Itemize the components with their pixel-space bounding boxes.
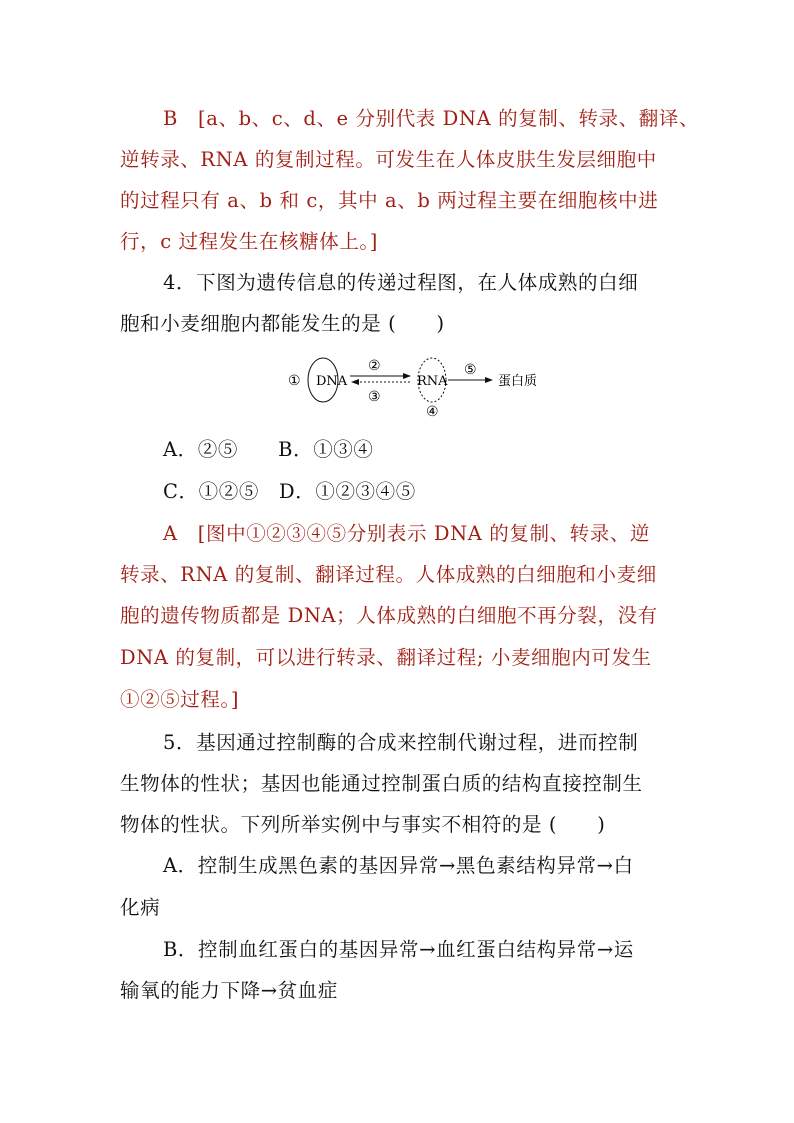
question5-option-a-line1: A．控制生成黑色素的基因异常→黑色素结构异常→白 <box>163 854 634 877</box>
question4-options-ab: A．②⑤ B．①③④ <box>163 438 374 461</box>
label-3: ③ <box>368 389 381 405</box>
question5-option-a-line2: 化病 <box>120 896 161 919</box>
genetic-flow-diagram <box>280 352 550 422</box>
question4-line2: 胞和小麦细胞内都能发生的是 ( ) <box>120 312 445 335</box>
label-2: ② <box>368 358 381 374</box>
answer3-line2: 逆转录、RNA 的复制过程。可发生在人体皮肤生发层细胞中 <box>120 148 657 171</box>
question4-options-cd: C．①②⑤ D．①②③④⑤ <box>163 480 416 503</box>
protein-label: 蛋白质 <box>498 374 538 389</box>
answer3-line3: 的过程只有 a、b 和 c，其中 a、b 两过程主要在细胞核中进 <box>120 189 659 212</box>
question5-option-b-line1: B．控制血红蛋白的基因异常→血红蛋白结构异常→运 <box>163 938 634 961</box>
question5-line3: 物体的性状。下列所举实例中与事实不相符的是 ( ) <box>120 813 606 836</box>
question4-line1: 4．下图为遗传信息的传递过程图，在人体成熟的白细 <box>163 271 639 294</box>
answer3-line1: B [a、b、c、d、e 分别代表 DNA 的复制、转录、翻译、 <box>163 107 700 130</box>
answer4-line4: DNA 的复制，可以进行转录、翻译过程; 小麦细胞内可发生 <box>120 646 652 669</box>
question5-line1: 5．基因通过控制酶的合成来控制代谢过程，进而控制 <box>163 731 639 754</box>
label-4: ④ <box>426 404 439 420</box>
dna-label: DNA <box>316 374 348 389</box>
answer4-line2: 转录、RNA 的复制、翻译过程。人体成熟的白细胞和小麦细 <box>120 563 657 586</box>
answer4-line3: 胞的遗传物质都是 DNA；人体成熟的白细胞不再分裂，没有 <box>120 604 658 627</box>
answer4-line1: A [图中①②③④⑤分别表示 DNA 的复制、转录、逆 <box>163 522 651 545</box>
label-1: ① <box>288 373 301 389</box>
question5-line2: 生物体的性状；基因也能通过控制蛋白质的结构直接控制生 <box>120 772 643 795</box>
question5-option-b-line2: 输氧的能力下降→贫血症 <box>120 979 338 1002</box>
answer3-line4: 行，c 过程发生在核糖体上。] <box>120 230 378 253</box>
rna-label: RNA <box>417 374 448 389</box>
answer4-line5: ①②⑤过程。] <box>120 688 240 711</box>
label-5: ⑤ <box>464 362 477 378</box>
